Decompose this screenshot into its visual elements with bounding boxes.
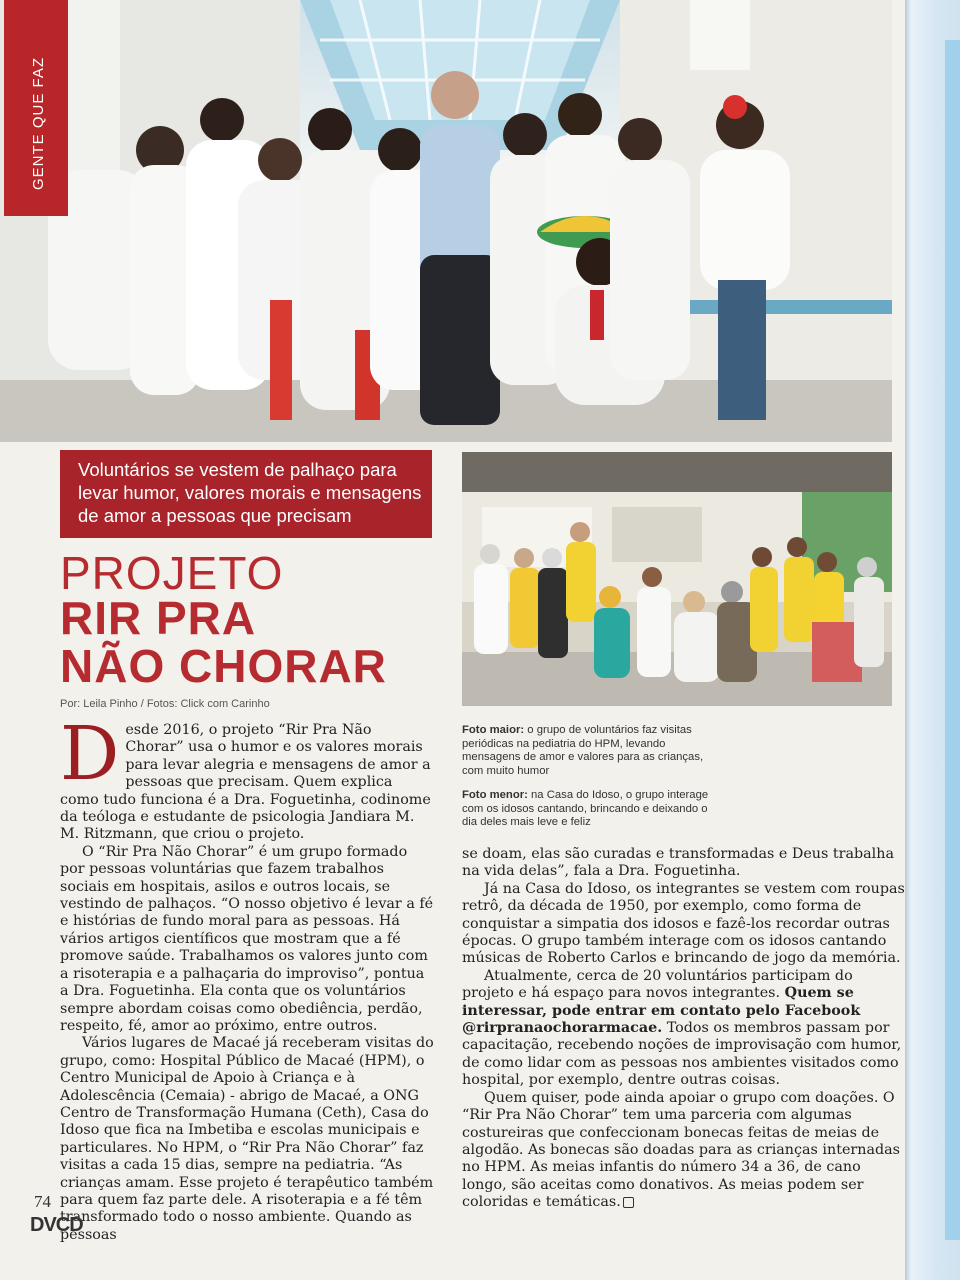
- article-column-2: [462, 846, 907, 1212]
- paragraph-6-end: Todos os membros passam por capacitação, recebendo noções de improvisação com humor, de como lidar com as pessoas nos ambientes visitados como hospital, por exemplo, dentre outras coisas.: [462, 1020, 902, 1089]
- drop-cap: D: [60, 711, 120, 797]
- paragraph-7: [462, 1090, 907, 1212]
- caption-small-text: na Casa do Idoso, o grupo interage com os idosos cantando, brincando e deixando o dia deles mais leve e feliz: [462, 789, 709, 829]
- caption-small-label: Foto menor:: [462, 789, 528, 801]
- article-title: [60, 594, 387, 690]
- small-photo: [462, 452, 892, 706]
- paragraph-3: Vários lugares de Macaé já receberam visitas do grupo, como: Hospital Público de Macaé (HPM), o Centro Municipal de Apoio à Criança e à Adolescência (Cemaia) - abrigo de Macaé, a ONG Centro de Transformação Humana (Ceth), Casa do Idoso que fica na Imbetiba e escolas municipais e particulares. No HPM, o “Rir Pra Não Chorar” faz visitas a cada 15 dias, sempre na pediatria. “As crianças amam. Esse projeto é terapêutico também para quem faz parte dele. A risoterapia e a fé têm transformado todo o nosso ambiente. Quando as pessoas: [60, 1035, 434, 1243]
- blue-stripe: [945, 40, 960, 1240]
- title-line-rir-pra: RIR PRA: [60, 592, 257, 644]
- paragraph-5: Já na Casa do Idoso, os integrantes se vestem com roupas retrô, da década de 1950, por exemplo, como forma de conquistar a simpatia dos idosos e fazê-los recordar outras épocas. O grupo também interage com os idosos cantando músicas de Roberto Carlos e brincando de jogo da memória.: [462, 880, 905, 967]
- magazine-logo: DVCD: [30, 1214, 83, 1236]
- article-column-1: [60, 711, 434, 1244]
- paragraph-1-text: esde 2016, o projeto “Rir Pra Não Chorar” usa o humor e os valores morais para levar alegria e mensagens de amor a pessoas que precisam. Quem explica como tudo funciona é a Dra. Foguetinha, codinome da teóloga e estudante de psicologia Jandiara M. M. Ritzmann, que criou o projeto.: [60, 722, 431, 843]
- facebook-contact: Quem se interessar, pode entrar em contato pelo Facebook @rirpranaochorarmacae.: [462, 985, 861, 1037]
- caption-large-label: Foto maior:: [462, 724, 525, 736]
- byline: Por: Leila Pinho / Fotos: Click com Carinho: [60, 698, 270, 710]
- caption-large-text: o grupo de voluntários faz visitas periódicas na pediatria do HPM, levando mensagens de amor e valores para as crianças, com muito humor: [462, 724, 704, 777]
- caption-small-photo: [462, 789, 712, 830]
- paragraph-7-text: Quem quiser, pode ainda apoiar o grupo com doações. O “Rir Pra Não Chorar” tem uma parceria com algumas costureiras que confeccionam bonecas feitas de meias de algodão. As bonecas são doadas para as crianças internadas no HPM. As meias infantis do número 34 a 36, de cano longo, são aceitas como donativos. As meias podem ser coloridas e temáticas.: [462, 1089, 900, 1211]
- paragraph-2: O “Rir Pra Não Chorar” é um grupo formado por pessoas voluntárias que fazem trabalhos sociais em hospitais, asilos e outros locais, se vestindo de palhaços. “O nosso objetivo é levar a fé e histórias de fundo moral para as pessoas. Há vários artigos científicos que mostram que a fé promove saúde. Trabalhamos os valores junto com a risoterapia e a palhaçaria do improviso”, pontua a Dra. Foguetinha. Ela conta que os voluntários sempre abordam coisas como obediência, perdão, respeito, fé, amor ao próximo, entre outros.: [60, 843, 434, 1034]
- hero-photo: [0, 0, 892, 442]
- paragraph-1: [60, 711, 434, 844]
- section-tag-label: GENTE QUE FAZ: [30, 56, 47, 190]
- page-number: 74: [34, 1192, 51, 1211]
- next-page-edge: [905, 0, 960, 1280]
- title-projeto: PROJETO: [60, 547, 284, 599]
- lede-box: [60, 450, 432, 538]
- end-mark-icon: [623, 1197, 634, 1208]
- lede-text: Voluntários se vestem de palhaço para levar humor, valores morais e mensagens de amor a pessoas que precisam: [78, 459, 422, 526]
- paragraph-6: [462, 968, 907, 1090]
- title-line-nao-chorar: NÃO CHORAR: [60, 640, 387, 692]
- caption-large-photo: [462, 724, 712, 778]
- section-tag: [4, 0, 68, 216]
- paragraph-4: se doam, elas são curadas e transformadas e Deus trabalha na vida delas”, fala a Dra. Foguetinha.: [462, 846, 894, 880]
- paragraph-6-start: Atualmente, cerca de 20 voluntários participam do projeto e há espaço para novos integrantes.: [462, 967, 853, 1002]
